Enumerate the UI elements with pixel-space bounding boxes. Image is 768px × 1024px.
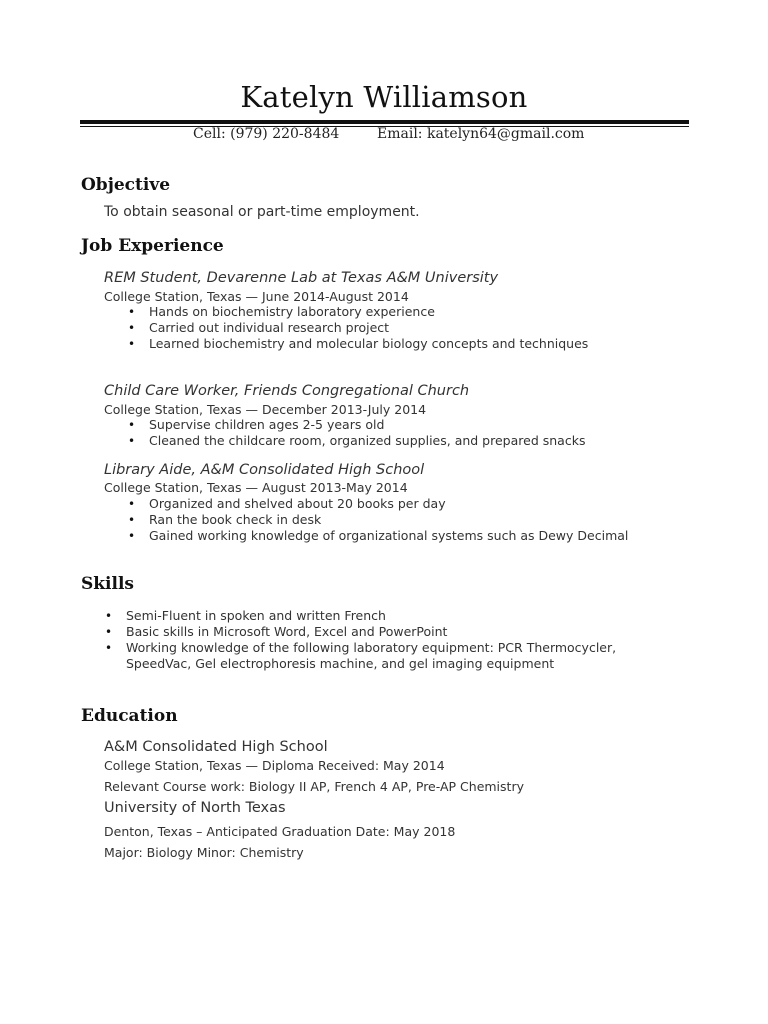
skill-item: • Semi-Fluent in spoken and written French [126, 608, 616, 624]
resume-name: Katelyn Williamson [240, 80, 528, 114]
objective-text: To obtain seasonal or part-time employment. [104, 204, 420, 220]
school-detail: Major: Biology Minor: Chemistry [104, 845, 304, 860]
skill-item: • Working knowledge of the following laboratory equipment: PCR Thermocycler, [126, 640, 616, 656]
job-bullet: • Cleaned the childcare room, organized supplies, and prepared snacks [149, 433, 585, 449]
objective-heading: Objective [81, 175, 171, 195]
job-location: College Station, Texas — August 2013-May 2014 [104, 480, 408, 495]
job-bullet: • Learned biochemistry and molecular biology concepts and techniques [149, 336, 588, 352]
skills-list [126, 608, 616, 656]
skill-item: • Basic skills in Microsoft Word, Excel and PowerPoint [126, 624, 616, 640]
school-name: University of North Texas [104, 800, 286, 816]
header-divider-thick [80, 120, 689, 124]
school-detail: Denton, Texas – Anticipated Graduation Date: May 2018 [104, 824, 456, 839]
skills-heading: Skills [81, 574, 135, 594]
job-title: Library Aide, A&M Consolidated High School [104, 462, 425, 478]
job-location: College Station, Texas — June 2014-August 2014 [104, 289, 409, 304]
job-bullets [149, 417, 585, 449]
school-detail: College Station, Texas — Diploma Received: May 2014 [104, 758, 445, 773]
job-bullets [149, 496, 628, 544]
job-bullets [149, 304, 588, 352]
contact-cell: Cell: (979) 220-8484 [193, 126, 340, 142]
contact-line [0, 126, 768, 146]
job-location: College Station, Texas — December 2013-July 2014 [104, 402, 427, 417]
job-bullet: • Carried out individual research project [149, 320, 588, 336]
job-bullet: • Hands on biochemistry laboratory experience [149, 304, 588, 320]
education-heading: Education [81, 706, 178, 726]
job-bullet: • Supervise children ages 2-5 years old [149, 417, 585, 433]
school-name: A&M Consolidated High School [104, 739, 328, 755]
contact-email: Email: katelyn64@gmail.com [377, 126, 585, 142]
job-bullet: • Organized and shelved about 20 books per day [149, 496, 628, 512]
job-title: Child Care Worker, Friends Congregational Church [104, 383, 470, 399]
job-bullet: • Ran the book check in desk [149, 512, 628, 528]
job-title: REM Student, Devarenne Lab at Texas A&M University [104, 270, 499, 286]
job-bullet: • Gained working knowledge of organizational systems such as Dewy Decimal [149, 528, 628, 544]
school-detail: Relevant Course work: Biology II AP, French 4 AP, Pre-AP Chemistry [104, 779, 524, 794]
skill-item-continuation: SpeedVac, Gel electrophoresis machine, and gel imaging equipment [126, 656, 555, 671]
job-experience-heading: Job Experience [81, 236, 224, 256]
